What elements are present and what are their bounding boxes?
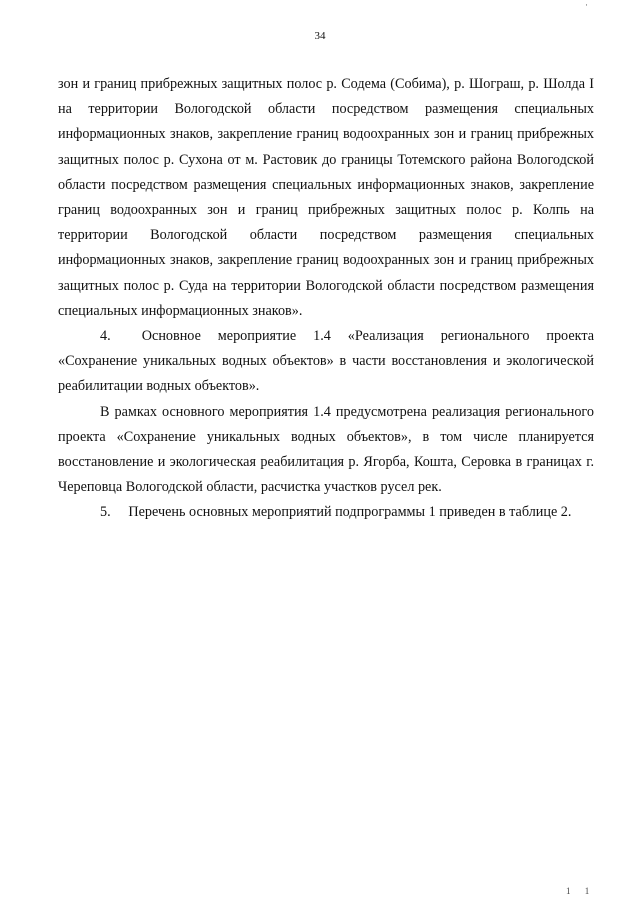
scan-mark: · [585, 0, 588, 10]
paragraph-item-4: 4. Основное мероприятие 1.4 «Реализация регионального проекта «Сохранение уникальных водных объектов» в части восстановления и экологической реабилитации водных объектов». [58, 328, 594, 395]
paragraph-continuation: зон и границ прибрежных защитных полос р. Содема (Собима), р. Шограш, р. Шолда I на территории Вологодской области посредством размещения специальных информационных знаков, закрепление границ водоохранных зон и границ прибрежных защитных полос р. Сухона от м. Растовик до границы Тотемского района Вологодской области посредством размещения специальных информационных знаков, закрепление границ водоохранных зон и границ прибрежных защитных полос р. Колпь на территории Вологодской области посредством размещения специальных информационных знаков, закрепление границ водоохранных зон и границ прибрежных защитных полос р. Суда на территории Вологодской области посредством размещения специальных информационных знаков». [58, 76, 594, 319]
page-number: 34 [314, 30, 326, 42]
paragraph-description: В рамках основного мероприятия 1.4 предусмотрена реализация регионального проекта «Сохранение уникальных водных объектов», в том числе планируется восстановление и экологическая реабилитация р. Ягорба, Кошта, Серовка в границах г. Череповца Вологодской области, расчистка участков русел рек. [58, 403, 594, 496]
scan-mark-bottom: 1 1 [566, 886, 596, 896]
paragraph-item-5: 5. Перечень основных мероприятий подпрограммы 1 приведен в таблице 2. [100, 504, 572, 521]
document-body [58, 72, 594, 526]
